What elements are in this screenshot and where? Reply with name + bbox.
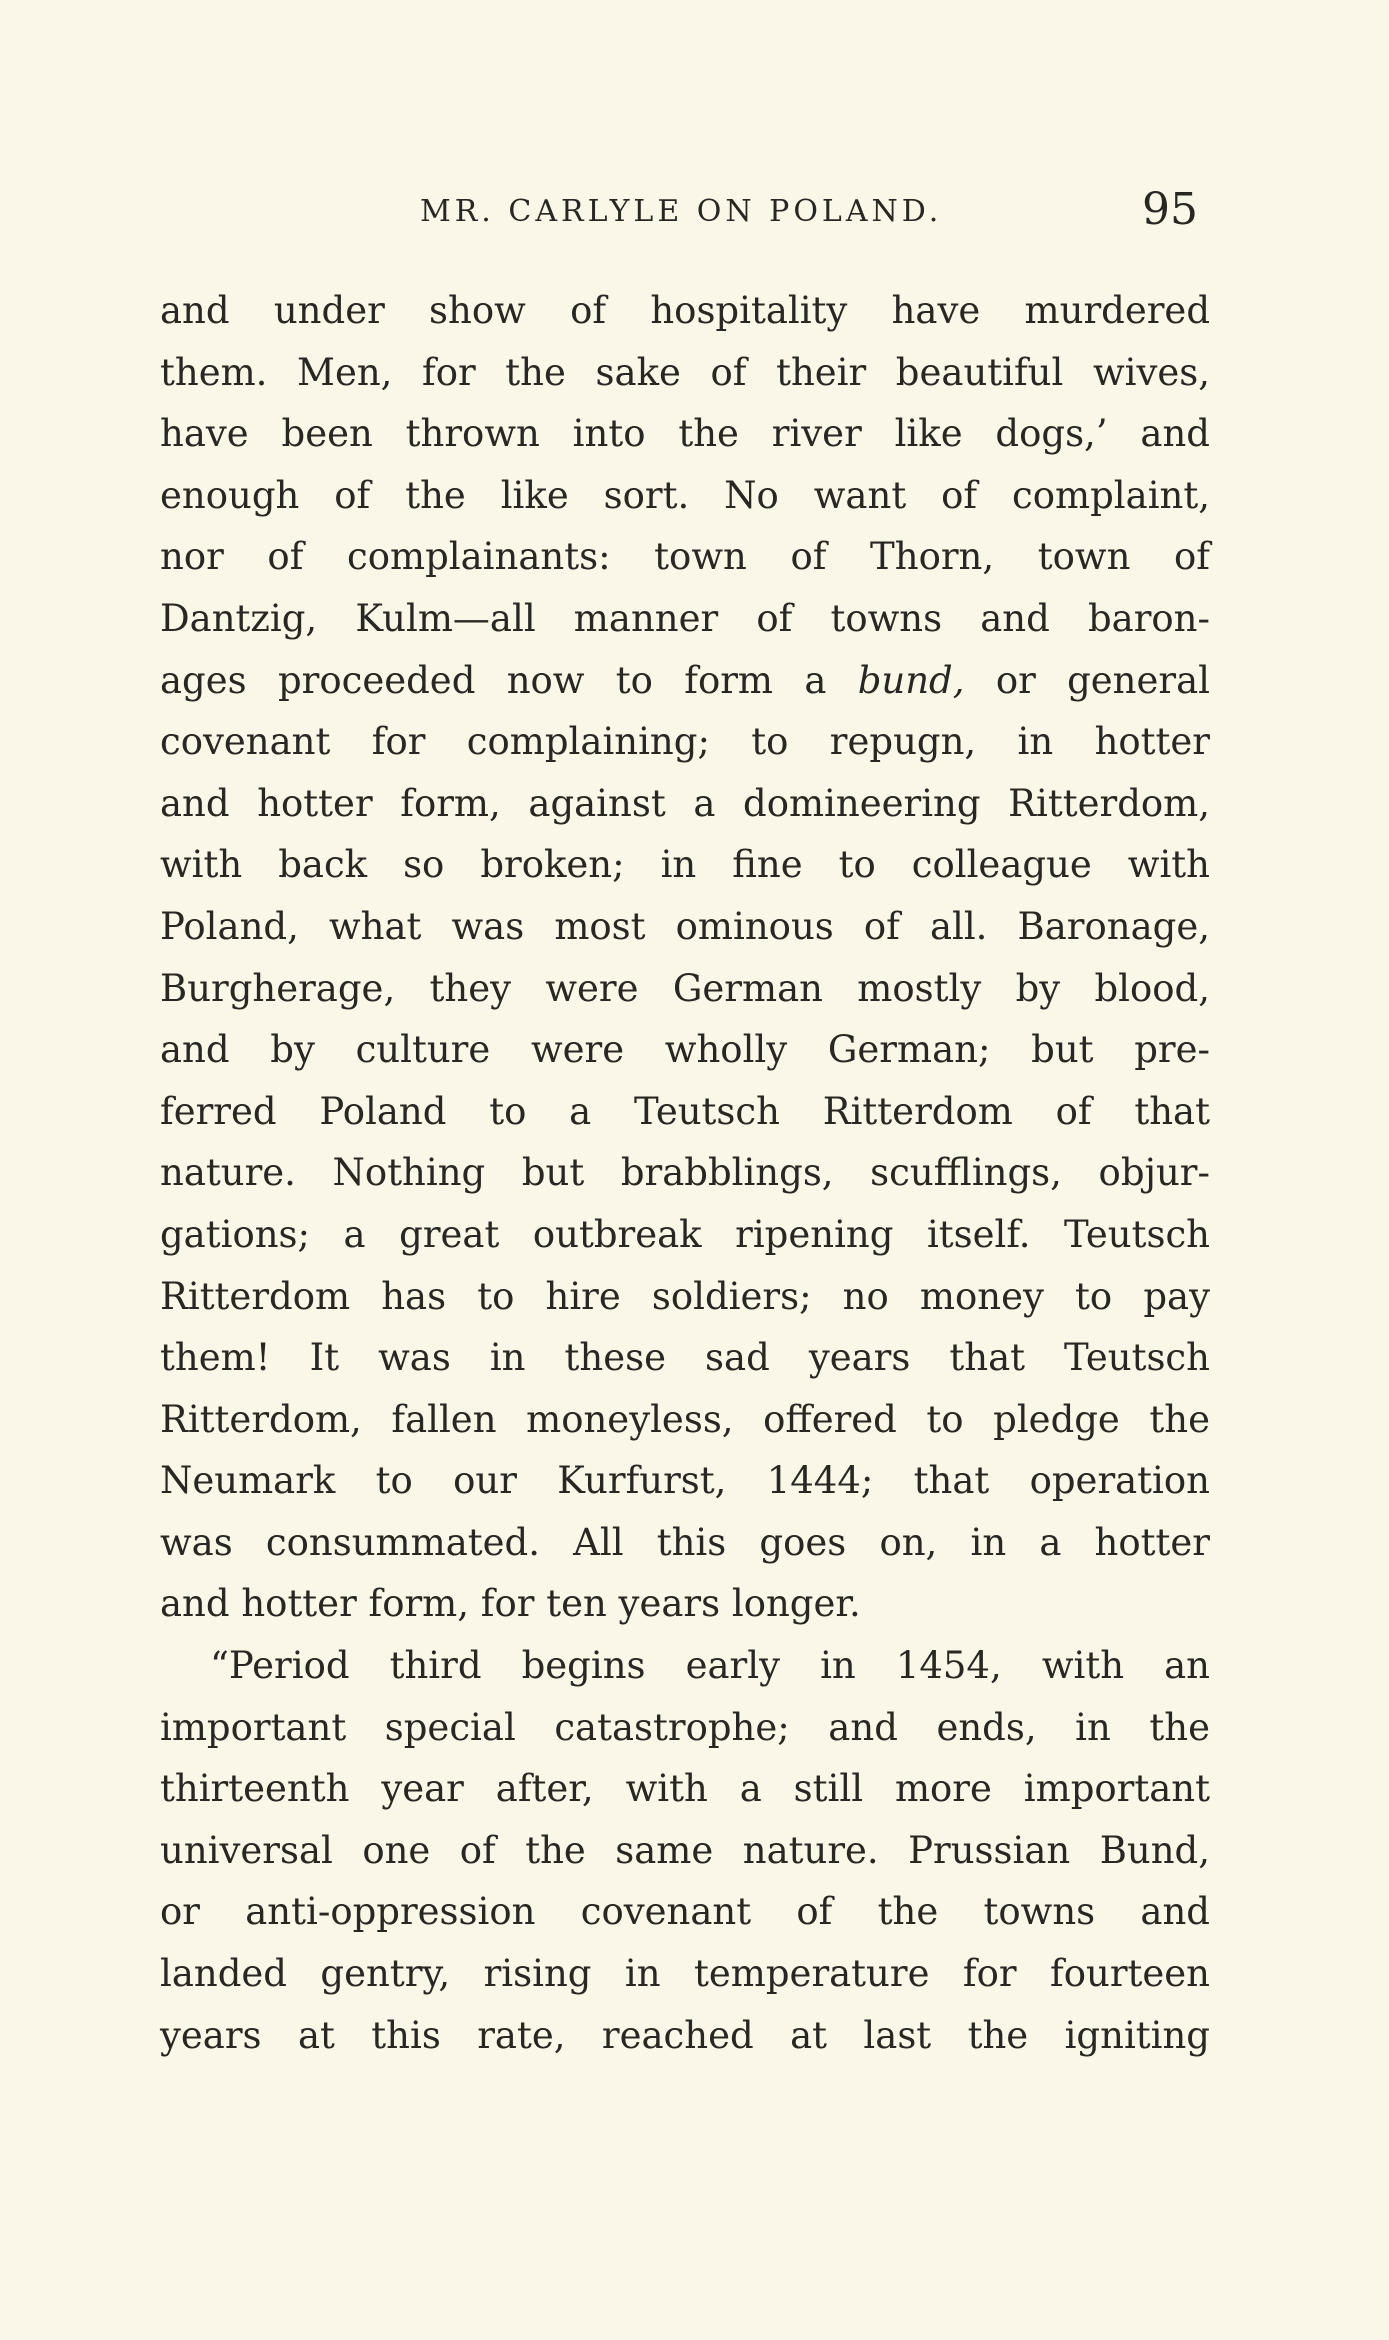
running-title: MR. CARLYLE ON POLAND. xyxy=(420,194,943,229)
text-line: Burgherage, they were German mostly by blood, xyxy=(160,966,1210,1010)
text-line: enough of the like sort. No want of complaint, xyxy=(160,473,1210,517)
text-line: have been thrown into the river like dogs,’ and xyxy=(160,412,1210,456)
text-line: them! It was in these sad years that Teutsch xyxy=(160,1336,1210,1380)
text-line: with back so broken; in fine to colleague with xyxy=(160,843,1210,887)
text-line: Ritterdom has to hire soldiers; no money to pay xyxy=(160,1274,1210,1318)
text-fragment: or general xyxy=(964,658,1210,702)
text-line: was consummated. All this goes on, in a hotter xyxy=(160,1520,1210,1564)
text-line-bund xyxy=(160,650,1210,712)
text-line: Dantzig, Kulm—all manner of towns and baron- xyxy=(160,596,1210,640)
text-line: gations; a great outbreak ripening itself. Teutsch xyxy=(160,1212,1210,1256)
text-line: nor of complainants: town of Thorn, town of xyxy=(160,535,1210,579)
text-line: Neumark to our Kurfurst, 1444; that operation xyxy=(160,1459,1210,1503)
page-number: 95 xyxy=(1142,184,1198,235)
text-line: or anti-oppression covenant of the towns and xyxy=(160,1890,1210,1934)
text-line-paragraph-start: “Period third begins early in 1454, with an xyxy=(210,1644,1210,1688)
text-line: ferred Poland to a Teutsch Ritterdom of that xyxy=(160,1089,1210,1133)
text-line: Ritterdom, fallen moneyless, offered to pledge the xyxy=(160,1397,1210,1441)
text-line: them. Men, for the sake of their beautiful wives, xyxy=(160,350,1210,394)
text-line: important special catastrophe; and ends, in the xyxy=(160,1705,1210,1749)
text-line: Poland, what was most ominous of all. Baronage, xyxy=(160,904,1210,948)
text-line: nature. Nothing but brabblings, scufflings, objur- xyxy=(160,1151,1210,1195)
body-text xyxy=(160,280,1210,2066)
text-line: and hotter form, against a domineering Ritterdom, xyxy=(160,781,1210,825)
text-line: landed gentry, rising in temperature for fourteen xyxy=(160,1952,1210,1996)
text-line: thirteenth year after, with a still more important xyxy=(160,1767,1210,1811)
text-line: universal one of the same nature. Prussian Bund, xyxy=(160,1828,1210,1872)
text-line: and under show of hospitality have murdered xyxy=(160,289,1210,332)
italic-word: bund, xyxy=(857,658,965,702)
page-header xyxy=(0,182,1389,242)
text-line: covenant for complaining; to repugn, in hotter xyxy=(160,720,1210,764)
text-line: years at this rate, reached at last the igniting xyxy=(160,2013,1210,2057)
text-fragment: ages proceeded now to form a xyxy=(160,658,858,702)
text-line: and by culture were wholly German; but pre- xyxy=(160,1028,1210,1072)
text-line-paragraph-end: and hotter form, for ten years longer. xyxy=(160,1582,861,1626)
